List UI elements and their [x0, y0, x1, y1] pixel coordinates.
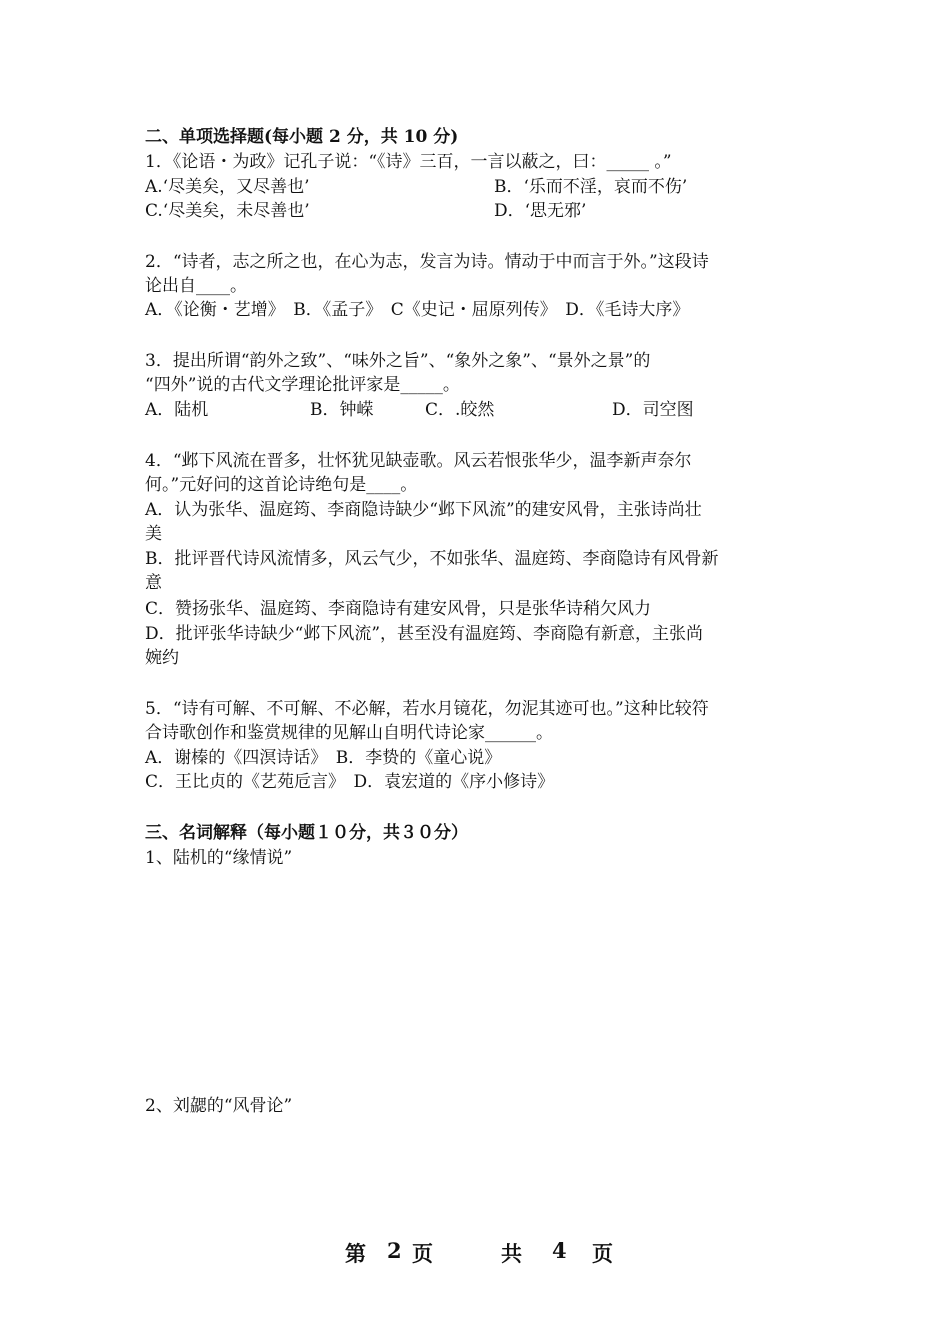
- q2-options: A．《论衡・艺增》 B．《孟子》 C《史记・屈原列传》 D．《毛诗大序》: [145, 300, 690, 320]
- q3-option-d: D．司空图: [612, 400, 694, 420]
- q4-stem-line2: 何。”元好问的这首论诗绝句是____。: [145, 475, 418, 495]
- footer-total-label-1: 共: [501, 1241, 522, 1266]
- q1-option-c: C.‘尽美矣，未尽善也’: [145, 201, 310, 221]
- q4-option-d-line1: D．批评张华诗缺少“邺下风流”，甚至没有温庭筠、李商隐有新意，主张尚: [145, 624, 704, 644]
- q5-stem-line1: 5．“诗有可解、不可解、不必解，若水月镜花，勿泥其迹可也。”这种比较符: [145, 699, 709, 719]
- footer-current-page: 2: [387, 1238, 402, 1263]
- q3-stem-line1: 3．提出所谓“韵外之致”、“味外之旨”、“象外之象”、“景外之景”的: [145, 351, 651, 371]
- section3-heading: 三、名词解释（每小题１０分，共３０分）: [145, 823, 468, 843]
- q4-option-a-line2: 美: [145, 524, 162, 544]
- section2-heading: 二、单项选择题(每小题 2 分，共 10 分): [145, 127, 459, 147]
- q4-option-b-line2: 意: [145, 573, 162, 593]
- q4-option-c: C．赞扬张华、温庭筠、李商隐诗有建安风骨，只是张华诗稍欠风力: [145, 599, 652, 619]
- q3-option-b: B．钟嵘: [310, 400, 374, 420]
- q1-option-d: D．‘思无邪’: [494, 201, 587, 221]
- q2-stem-line2: 论出自____。: [145, 276, 247, 296]
- q3-option-a: A．陆机: [145, 400, 209, 420]
- q3-stem-line2: “四外”说的古代文学理论批评家是_____。: [145, 375, 460, 395]
- section3-item-1: 1、陆机的“缘情说”: [145, 848, 293, 868]
- q3-option-c: C．.皎然: [425, 400, 495, 420]
- footer-total-label-2: 页: [592, 1241, 613, 1266]
- q1-option-a: A.‘尽美矣，又尽善也’: [145, 177, 310, 197]
- footer-page-label-1: 第: [345, 1241, 366, 1266]
- q1-stem: 1．《论语・为政》记孔子说：“《诗》三百，一言以蔽之，曰：_____ 。”: [145, 152, 672, 172]
- q5-options-ab: A．谢榛的《四溟诗话》 B．李贽的《童心说》: [145, 748, 502, 768]
- footer-total-pages: 4: [552, 1238, 567, 1263]
- section3-item-2: 2、刘勰的“风骨论”: [145, 1096, 293, 1116]
- q5-options-cd: C．王比贞的《艺苑卮言》 D．袁宏道的《序小修诗》: [145, 772, 555, 792]
- q4-option-a-line1: A．认为张华、温庭筠、李商隐诗缺少“邺下风流”的建安风骨，主张诗尚壮: [145, 500, 702, 520]
- q4-stem-line1: 4．“邺下风流在晋多，壮怀犹见缺壶歌。风云若恨张华少，温李新声奈尔: [145, 451, 692, 471]
- q1-option-b: B．‘乐而不淫，哀而不伤’: [494, 177, 688, 197]
- footer-page-label-2: 页: [412, 1241, 433, 1266]
- q4-option-d-line2: 婉约: [145, 648, 179, 668]
- q4-option-b-line1: B．批评晋代诗风流情多，风云气少，不如张华、温庭筠、李商隐诗有风骨新: [145, 549, 719, 569]
- q2-stem-line1: 2．“诗者，志之所之也，在心为志，发言为诗。情动于中而言于外。”这段诗: [145, 252, 709, 272]
- q5-stem-line2: 合诗歌创作和鉴赏规律的见解山自明代诗论家______。: [145, 723, 553, 743]
